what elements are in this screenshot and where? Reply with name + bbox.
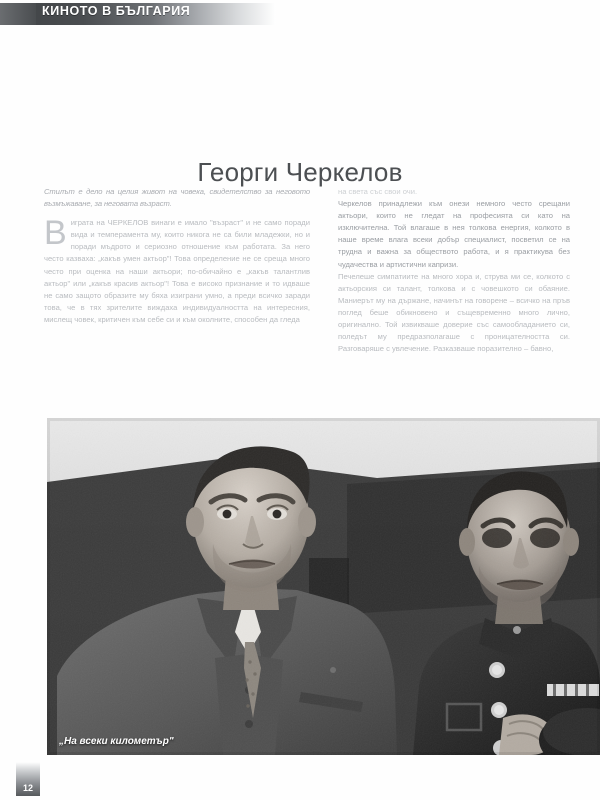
running-header-notch (0, 3, 36, 25)
body-paragraph: на света със свои очи. (338, 187, 418, 196)
drop-cap: В (44, 214, 67, 253)
page-number-tab (16, 762, 40, 796)
page-title: Георги Черкелов (197, 157, 403, 188)
body-paragraph: Черкелов принадлежи към онези немного често срещани актьори, които не гледат на професията си като на изключителна. Той влагаше в нея толкова енергия, колкото в наше време влага всеки добър специалист, посветил се на трудна и важна за обществото работа, и я практикува без чудачества и артистични капризи. (338, 199, 570, 269)
body-paragraph (44, 214, 310, 326)
lede-paragraph: Стилът е дело на целия живот на човека, свидетелство за неговото възмъжаване, за неговата възраст. (44, 187, 310, 209)
article-photo (47, 418, 600, 755)
photo-caption: „На всеки километър" (59, 736, 174, 747)
page-number: 12 (22, 783, 33, 793)
running-header-title: КИНОТО В БЪЛГАРИЯ (42, 4, 191, 18)
text-column-right (338, 186, 570, 355)
photo-illustration (47, 418, 600, 755)
body-paragraph-text: играта на ЧЕРКЕЛОВ винаги е имало "възраст" и не само поради вида и темперамента му, които никога не са били младежки, но и поради мъдрото и сериозно отношение към работата. За него често казваха: „какъв умен актьор"! Това определение не се среща много често при оценка на наши актьори; по-обичайно е „какъв талантлив актьор" или „какъв красив актьор"! Това е високо признание и то идваше не само защото образите му бяха изиграни умно, а преди всичко заради това, че в тях зрителите виждаха индивидуалността на интересния, мислещ човек, критичен към себе си и към околните, способен да гледа (44, 218, 310, 324)
text-column-left (44, 186, 310, 326)
body-paragraph: Печелеше симпатиите на много хора и, струва ми се, колкото с актьорския си талант, толкова и с човешкото си обаяние. Маниерът му на държане, начинът на говорене – всичко на пръв поглед беше обикновено и същевременно много лично, оригинално. Той извикваше доверие със самообладанието си, поледът му предразполагаше с проницателността си. Разговаряше с увлечение. Разказваше поразително – бавно, (338, 271, 570, 354)
